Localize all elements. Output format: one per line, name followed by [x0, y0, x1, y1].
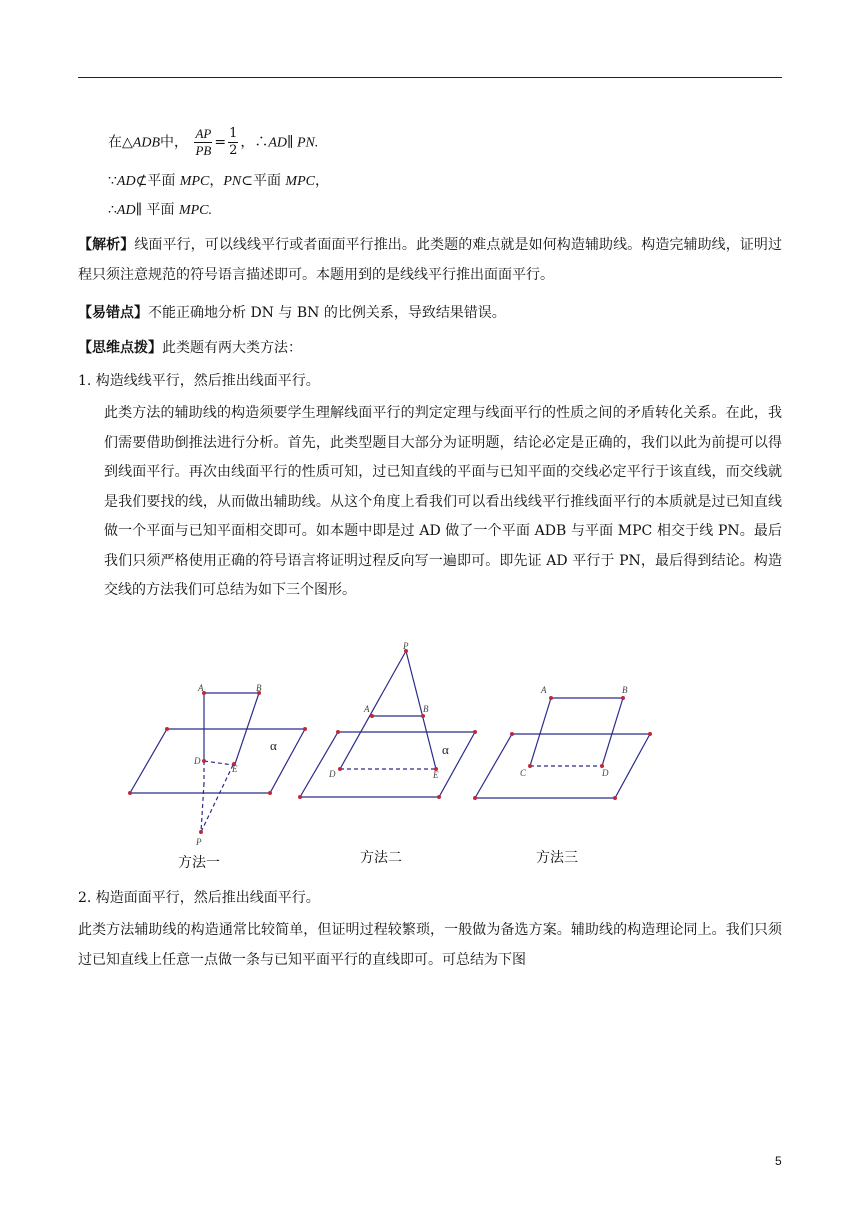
- page-number: 5: [775, 1154, 782, 1168]
- analysis-paragraph: [78, 231, 782, 290]
- fraction-denominator: 2: [229, 143, 238, 158]
- method2-body: 此类方法辅助线的构造通常比较简单，但证明过程较繁琐，一般做为备选方案。辅助线的构造理论同上。我们只须过已知直线上任意一点做一条与已知平面平行的直线即可。可总结为下图: [78, 922, 782, 968]
- point-a: [370, 714, 374, 718]
- point-c: [528, 764, 532, 768]
- text-span: 中，: [160, 134, 188, 151]
- label-b: B: [256, 683, 262, 693]
- dashed-line: [201, 765, 233, 832]
- analysis-tag: 【解析】: [78, 237, 135, 253]
- methods-figure: [100, 640, 680, 847]
- fraction-numerator: AP: [195, 126, 212, 141]
- thinking-paragraph: [78, 334, 782, 364]
- caption-method-2: 方法二: [360, 850, 402, 866]
- segment-ac: [530, 698, 551, 766]
- fraction-numerator: 1: [229, 126, 238, 141]
- text-span: 平面: [147, 173, 180, 189]
- figure-method-1-points: [128, 691, 307, 834]
- point-b: [421, 714, 425, 718]
- vertex-point: [648, 732, 652, 736]
- text-span: ，: [314, 173, 329, 189]
- mistake-text: 不能正确地分析 DN 与 BN 的比例关系，导致结果错误。: [148, 305, 506, 321]
- label-d: D: [329, 769, 336, 779]
- label-a: A: [198, 683, 204, 693]
- vertex-point: [473, 730, 477, 734]
- point-d: [338, 767, 342, 771]
- text-span: MPC: [179, 174, 210, 189]
- vertex-point: [128, 791, 132, 795]
- label-b: B: [423, 704, 429, 714]
- equals-sign: =: [214, 134, 227, 151]
- caption-method-3: 方法三: [536, 850, 578, 866]
- point-a: [549, 696, 553, 700]
- text-span: ，: [209, 173, 224, 189]
- proof-line-1: [108, 126, 318, 159]
- conclusion-text: AD∥ PN.: [268, 135, 319, 151]
- text-span: MPC: [285, 174, 315, 189]
- label-alpha: α: [442, 742, 449, 757]
- because-symbol: ∵: [108, 173, 117, 189]
- label-d: D: [194, 756, 201, 766]
- dashed-line: [204, 761, 233, 765]
- label-e: E: [433, 770, 439, 780]
- label-a: A: [364, 704, 370, 714]
- vertex-point: [613, 796, 617, 800]
- text-span: PN⊂: [223, 174, 253, 189]
- text-span: 平面: [252, 173, 286, 189]
- proof-line-2: [108, 172, 329, 191]
- figure-method-3: [475, 698, 650, 798]
- point-p: [199, 830, 203, 834]
- segment-bd: [602, 698, 623, 766]
- plane-alpha-1: [130, 729, 305, 793]
- triangle-name: ADB: [132, 135, 160, 151]
- label-alpha: α: [270, 738, 277, 753]
- text-span: 在△: [108, 134, 133, 151]
- header-rule: [78, 77, 782, 78]
- point-d: [202, 759, 206, 763]
- figure-method-3-points: [473, 696, 652, 800]
- vertex-point: [437, 795, 441, 799]
- label-p: P: [196, 837, 202, 847]
- vertex-point: [268, 791, 272, 795]
- mistake-tag: 【易错点】: [78, 305, 148, 321]
- caption-method-1: 方法一: [178, 855, 220, 871]
- vertex-point: [298, 795, 302, 799]
- segment-pe: [406, 651, 436, 769]
- therefore-symbol: ∴: [108, 202, 117, 218]
- label-e: E: [232, 764, 238, 774]
- label-a: A: [541, 685, 547, 695]
- point-b: [621, 696, 625, 700]
- vertex-point: [165, 727, 169, 731]
- label-c: C: [520, 768, 527, 778]
- method2-heading: 2. 构造面面平行，然后推出线面平行。: [78, 890, 320, 906]
- proof-line-3: [108, 201, 212, 220]
- fraction-denominator: PB: [195, 143, 212, 158]
- text-span: ，∴: [240, 134, 269, 151]
- vertex-point: [303, 727, 307, 731]
- method1-heading: 1. 构造线线平行，然后推出线面平行。: [78, 373, 320, 389]
- text-span: 平面: [142, 202, 179, 218]
- vertex-point: [336, 730, 340, 734]
- mistake-paragraph: [78, 299, 782, 329]
- label-p: P: [403, 641, 409, 651]
- vertex-point: [473, 796, 477, 800]
- dashed-line: [201, 783, 204, 832]
- text-span: AD⊄: [116, 174, 148, 189]
- text-span: MPC.: [178, 203, 213, 218]
- label-b: B: [622, 685, 628, 695]
- figure-method-1: [130, 693, 305, 832]
- analysis-text: 线面平行，可以线线平行或者面面平行推出。此类题的难点就是如何构造辅助线。构造完辅助线，证明过程只须注意规范的符号语言描述即可。本题用到的是线线平行推出面面平行。: [78, 237, 782, 283]
- half-fraction: [228, 126, 238, 159]
- thinking-text: 此类题有两大类方法：: [162, 340, 302, 356]
- segment-pd: [340, 651, 406, 769]
- plane-alpha-3: [475, 734, 650, 798]
- method1-body: 此类方法的辅助线的构造须要学生理解线面平行的判定定理与线面平行的性质之间的矛盾转化关系。在此，我们需要借助倒推法进行分析。首先，此类型题目大部分为证明题，结论必定是正确的，我们以此为前提可以得到线面平行。再次由线面平行的性质可知，过已知直线的平面与已知平面的交线必定平行于该直线，而交线就是我们要找的线，从而做出辅助线。从这个角度上看我们可以看出线线平行推线面平行的本质就是过已知直线做一个平面与已知平面相交即可。如本题中即是过 AD 做了一个平面 ADB 与平面 MPC 相交于线 PN。最后我们只须严格使用正确的符号语言将证明过程反向写一遍即可。即先证 AD 平行于 PN，最后得到结论。构造交线的方法我们可总结为如下三个图形。: [104, 405, 782, 598]
- thinking-tag: 【思维点拨】: [78, 340, 162, 356]
- ratio-fraction: [194, 126, 212, 159]
- figure-method-2: [300, 651, 475, 797]
- text-span: AD∥: [116, 203, 143, 218]
- label-d: D: [602, 768, 609, 778]
- vertex-point: [510, 732, 514, 736]
